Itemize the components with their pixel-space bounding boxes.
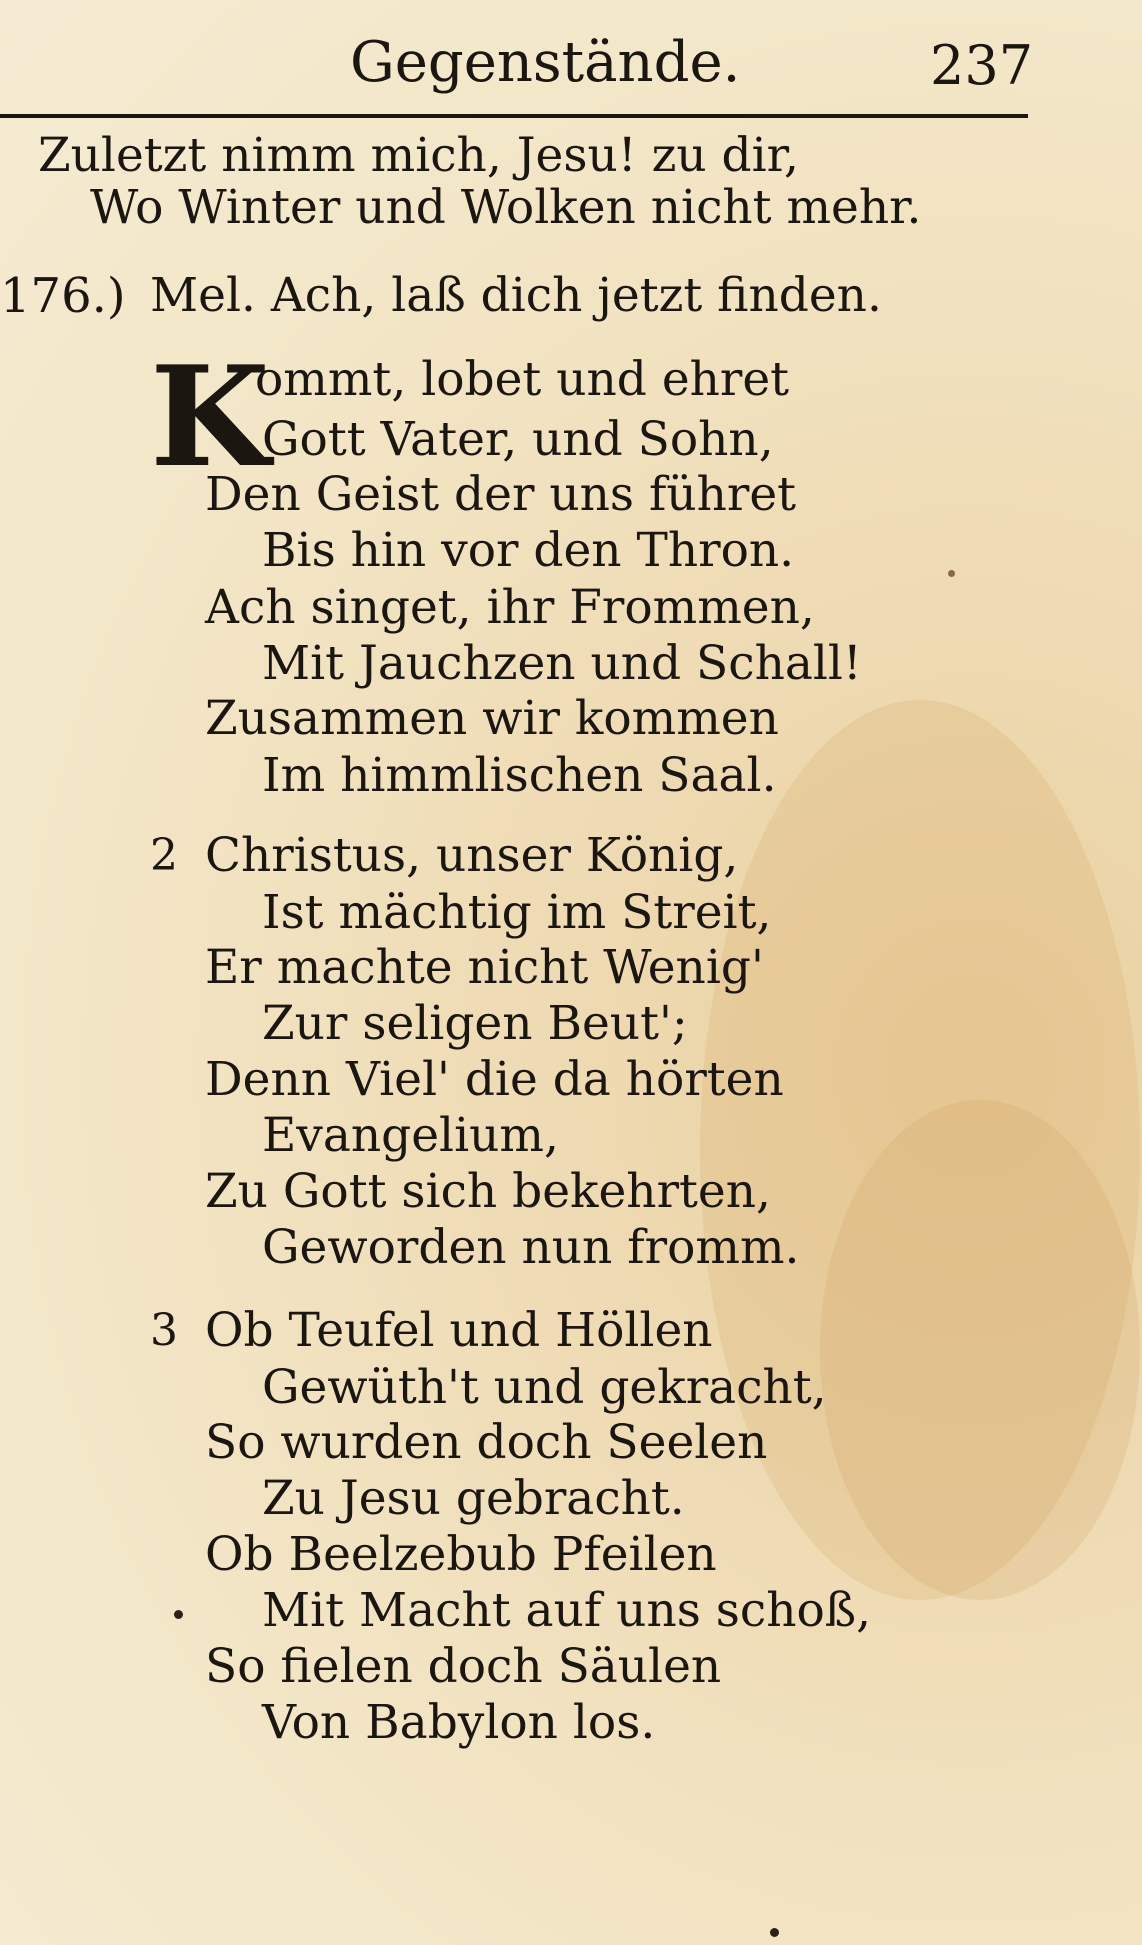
verse-number: 3 xyxy=(150,1305,178,1356)
verse-line: Mit Jauchzen und Schall! xyxy=(262,636,862,691)
ink-speck xyxy=(770,1928,779,1937)
ink-speck xyxy=(948,570,955,577)
carryover-line: Wo Winter und Wolken nicht mehr. xyxy=(90,180,922,235)
verse-line: Geworden nun fromm. xyxy=(262,1220,800,1275)
verse-line: Ob Beelzebub Pfeilen xyxy=(205,1527,717,1582)
page-number: 237 xyxy=(930,34,1034,97)
verse-line: Ist mächtig im Streit, xyxy=(262,885,772,940)
carryover-line: Zuletzt nimm mich, Jesu! zu dir, xyxy=(38,128,799,183)
page-stain xyxy=(820,1100,1140,1600)
verse-line: Christus, unser König, xyxy=(205,828,739,883)
verse-line: Mit Macht auf uns schoß, xyxy=(262,1583,872,1638)
verse-line: So wurden doch Seelen xyxy=(205,1415,768,1470)
verse-line: Zu Jesu gebracht. xyxy=(262,1471,685,1526)
verse-line: Gott Vater, und Sohn, xyxy=(262,412,774,467)
verse-line: Im himmlischen Saal. xyxy=(262,748,777,803)
verse-number: 2 xyxy=(150,830,178,881)
verse-line: Den Geist der uns führet xyxy=(205,467,797,522)
verse-line: Gewüth't und gekracht, xyxy=(262,1360,827,1415)
verse-line: Zu Gott sich bekehrten, xyxy=(205,1164,771,1219)
melody-line: Mel. Ach, laß dich jetzt finden. xyxy=(150,268,882,323)
verse-line: Bis hin vor den Thron. xyxy=(262,523,795,578)
verse-line: So fielen doch Säulen xyxy=(205,1639,722,1694)
hymn-number: 176.) xyxy=(0,268,126,324)
drop-cap: K xyxy=(150,335,270,498)
verse-line: Von Babylon los. xyxy=(262,1695,656,1750)
verse-line: Zusammen wir kommen xyxy=(205,691,779,746)
verse-line: Denn Viel' die da hörten xyxy=(205,1052,784,1107)
verse-line: ommt, lobet und ehret xyxy=(255,352,790,407)
verse-line: Er machte nicht Wenig' xyxy=(205,940,764,995)
verse-line: Ob Teufel und Höllen xyxy=(205,1303,713,1358)
header-rule xyxy=(0,114,1028,118)
running-header-title: Gegenstände. xyxy=(350,30,741,95)
verse-line: Zur seligen Beut'; xyxy=(262,996,688,1051)
ink-speck xyxy=(174,1610,183,1619)
verse-line: Ach singet, ihr Frommen, xyxy=(205,580,815,635)
verse-line: Evangelium, xyxy=(262,1108,559,1163)
